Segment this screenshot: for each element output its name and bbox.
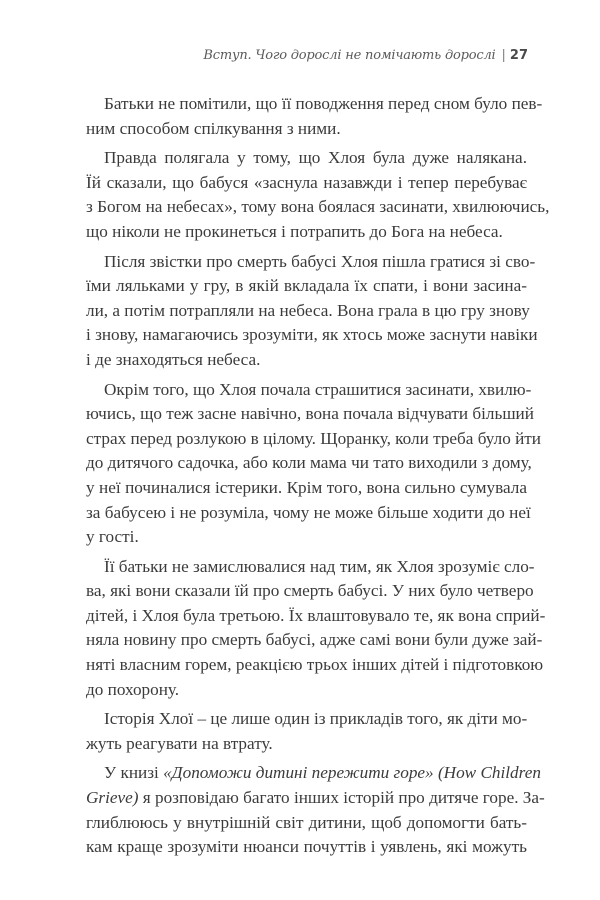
text-line: ли, а потім потрапляли на небеса. Вона грала в цю гру знову — [86, 300, 530, 320]
text-line: Окрім того, що Хлоя почала страшитися засинати, хвилю- — [104, 379, 532, 399]
chapter-title: Вступ. Чого дорослі не помічають дорослі — [203, 48, 496, 63]
paragraph — [86, 92, 543, 141]
text-line: що ніколи не прокинеться і потрапить до Бога на небеса. — [86, 221, 503, 241]
text-line: за бабусею і не розуміла, чому не може більше ходити до неї — [86, 502, 531, 522]
text-line: у гості. — [86, 527, 139, 547]
text-run: я розповідаю багато інших історій про дитяче горе. За- — [138, 788, 545, 808]
text-line: кам краще зрозуміти нюанси почуттів і уявлень, які можуть — [86, 837, 527, 857]
body-text — [86, 92, 550, 865]
text-line: і де знаходяться небеса. — [86, 349, 261, 369]
text-line — [86, 786, 545, 811]
page-number: 27 — [509, 48, 528, 63]
text-line: Правда полягала у тому, що Хлоя була дуже налякана. — [104, 148, 527, 168]
text-line: у неї починалися істерики. Крім того, вона сильно сумувала — [86, 477, 527, 497]
text-line: і знову, намагаючись зрозуміти, як хтось може заснути навіки — [86, 325, 538, 345]
text-line: няла новину про смерть бабусі, адже самі вони були дуже зай- — [86, 630, 543, 650]
text-line: Після звістки про смерть бабусі Хлоя пішла гратися зі сво- — [104, 251, 536, 271]
book-title-italic: «Допоможи дитині пережити горе» (How Children — [163, 763, 541, 783]
text-line: дітей, і Хлоя була третьою. Їх влаштовувало те, як вона сприй- — [86, 605, 546, 625]
paragraph — [86, 761, 545, 859]
paragraph — [86, 707, 527, 756]
text-line: Її батьки не замислювалися над тим, як Хлоя зрозуміє сло- — [104, 556, 535, 576]
paragraph — [86, 378, 542, 550]
text-line: Історія Хлої – це лише один із прикладів того, як діти мо- — [104, 709, 528, 729]
text-line: до похорону. — [86, 679, 180, 699]
book-title-italic: Grieve) — [86, 788, 139, 808]
text-line: ва, які вони сказали їй про смерть бабусі. У них було четверо — [86, 581, 534, 601]
text-line: глиблююсь у внутрішній світ дитини, щоб допомогти бать- — [86, 812, 527, 832]
text-line: ним способом спілкування з ними. — [86, 118, 341, 138]
running-head — [86, 48, 528, 63]
text-line: з Богом на небесах», тому вона боялася засинати, хвилюючись, — [86, 197, 550, 217]
paragraph — [86, 250, 538, 373]
text-line: Їй сказали, що бабуся «заснула назавжди і тепер перебуває — [86, 172, 527, 192]
text-run: У книзі — [104, 763, 164, 783]
text-line — [86, 761, 541, 786]
text-line: їми ляльками у гру, в якій вкладала їх спати, і вони засина- — [86, 276, 527, 296]
text-line: страх перед розлукою в цілому. Щоранку, коли треба було йти — [86, 428, 542, 448]
paragraph — [86, 555, 546, 703]
text-line: жуть реагувати на втрату. — [86, 733, 273, 753]
paragraph — [86, 146, 550, 244]
text-line: ючись, що теж засне навічно, вона почала відчувати більший — [86, 404, 534, 424]
header-separator: | — [501, 48, 506, 63]
text-line: Батьки не помітили, що її поводження перед сном було пев- — [104, 94, 543, 113]
text-line: до дитячого садочка, або коли мама чи тато виходили з дому, — [86, 453, 532, 473]
text-line: няті власним горем, реакцією трьох інших дітей і підготовкою — [86, 655, 544, 675]
